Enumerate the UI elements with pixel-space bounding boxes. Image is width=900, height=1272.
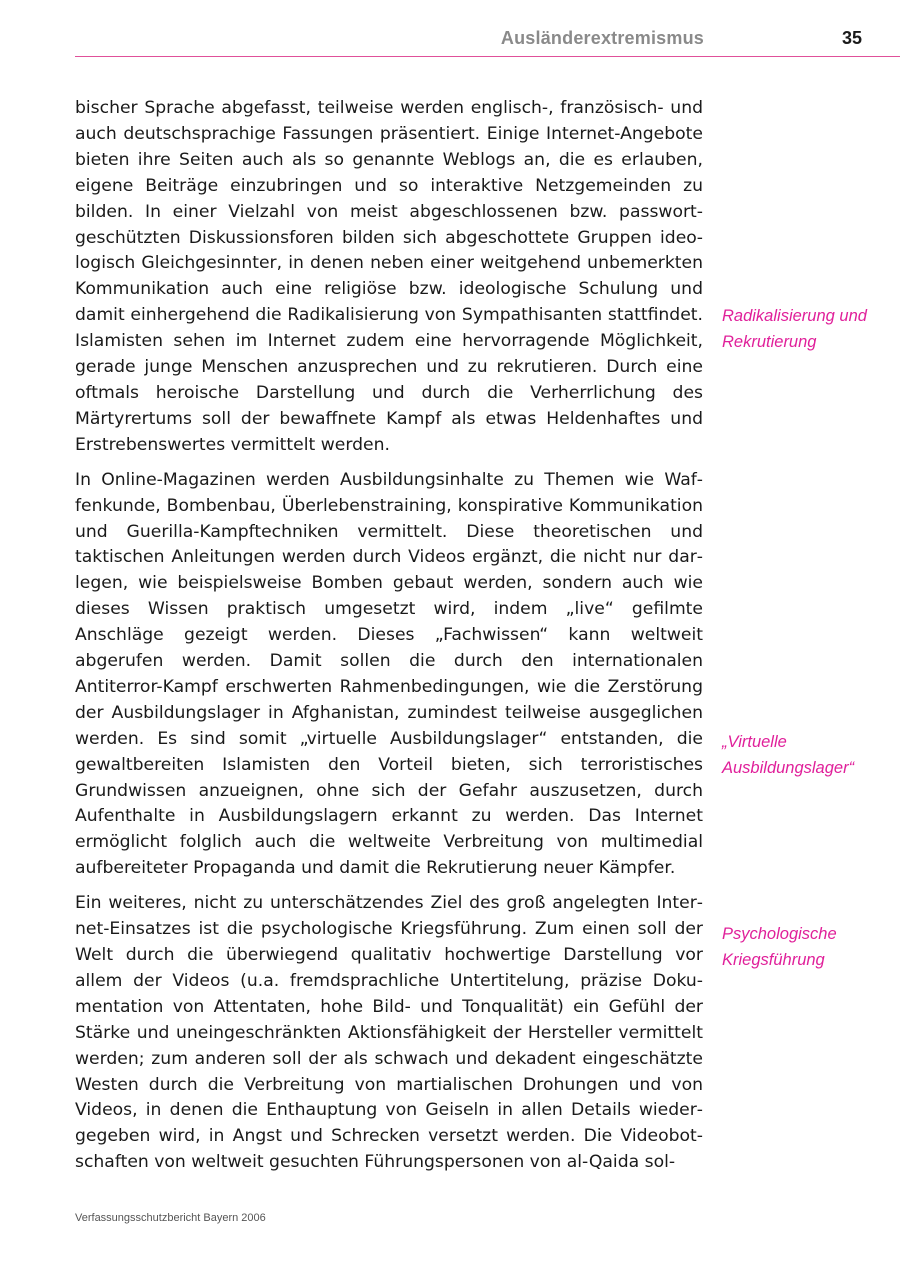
page-number: 35 <box>842 28 863 48</box>
page-footer: Verfassungsschutzbericht Bayern 2006 <box>75 1212 266 1224</box>
paragraph-3: Ein weiteres, nicht zu unterschätzendes Ziel des groß angelegten Internet-Einsatzes ist die psychologische Kriegsführung. Zum einen soll der Welt durch die überwiegend qualitativ hochwertige Darstellung vor allem der Videos (u.a. fremdsprachliche Untertitelung, präzise Dokumentation von Attentaten, hohe Bild- und Tonqualität) ein Gefühl der Stärke und uneingeschränkten Aktionsfähigkeit der Hersteller vermittelt werden; zum anderen soll der als schwach und dekadent eingeschätzte Westen durch die Verbreitung von martialischen Drohungen und von Videos, in denen die Enthauptung von Geiseln in allen Details wiedergegeben wird, in Angst und Schrecken versetzt werden. Die Videobotschaften von weltweit gesuchten Führungspersonen von al-Qaida sol- <box>75 893 703 1173</box>
paragraph-1: bischer Sprache abgefasst, teilweise werden englisch-, französisch- und auch deutschsprachige Fassungen präsentiert. Einige Internet-Angebote bieten ihre Seiten auch als so genannte Weblogs an, die es erlauben, eigene Beiträge einzubringen und so interaktive Netzgemeinden zu bilden. In einer Vielzahl von meist abgeschlossenen bzw. passwortgeschützten Diskussionsforen bilden sich abgeschottete Gruppen ideologisch Gleichgesinnter, in denen neben einer weitgehend unbemerkten Kommunikation auch eine religiöse bzw. ideologische Schulung und damit einhergehend die Radikalisierung von Sympathisanten stattfindet. Islamisten sehen im Internet zudem eine hervorragende Möglichkeit, gerade junge Menschen anzusprechen und zu rekrutieren. Durch eine oftmals heroische Darstellung und durch die Verherrlichung des Märtyrertums soll der bewaffnete Kampf als etwas Heldenhaftes und Erstrebenswertes vermittelt werden. <box>75 98 703 455</box>
paragraph-2: In Online-Magazinen werden Ausbildungsinhalte zu Themen wie Waffenkunde, Bombenbau, Überlebenstraining, konspirative Kommunikation und Guerilla-Kampftechniken vermittelt. Diese theoretischen und taktischen Anleitungen werden durch Videos ergänzt, die nicht nur darlegen, wie beispielsweise Bomben gebaut werden, sondern auch wie dieses Wissen praktisch umgesetzt wird, indem „live“ gefilmte Anschläge gezeigt werden. Dieses „Fachwissen“ kann weltweit abgerufen werden. Damit sollen die durch den internationalen Antiterror-Kampf erschwerten Rahmenbedingungen, wie die Zerstörung der Ausbildungslager in Afghanistan, zumindest teilweise ausgeglichen werden. Es sind somit „virtuelle Ausbildungslager“ entstanden, die gewaltbereiten Islamisten den Vorteil bieten, sich terroristisches Grundwissen anzueignen, ohne sich der Gefahr auszusetzen, durch Aufenthalte in Ausbildungslagern erkannt zu werden. Das Internet ermöglicht folglich auch die weltweite Verbreitung von multimedial aufbereiteter Propaganda und damit die Rekrutierung neuer Kämpfer. <box>75 469 703 879</box>
margin-note-psychological-warfare: Psychologische Kriegsführung <box>722 925 837 969</box>
running-header-title: Ausländerextremismus <box>500 28 704 48</box>
margin-note-radicalization: Radikalisierung und Rekrutierung <box>722 307 867 351</box>
header-divider <box>75 56 900 57</box>
body-text <box>75 96 703 1185</box>
margin-note-virtual-training-camps: „Virtuelle Ausbildungslager“ <box>722 733 855 777</box>
